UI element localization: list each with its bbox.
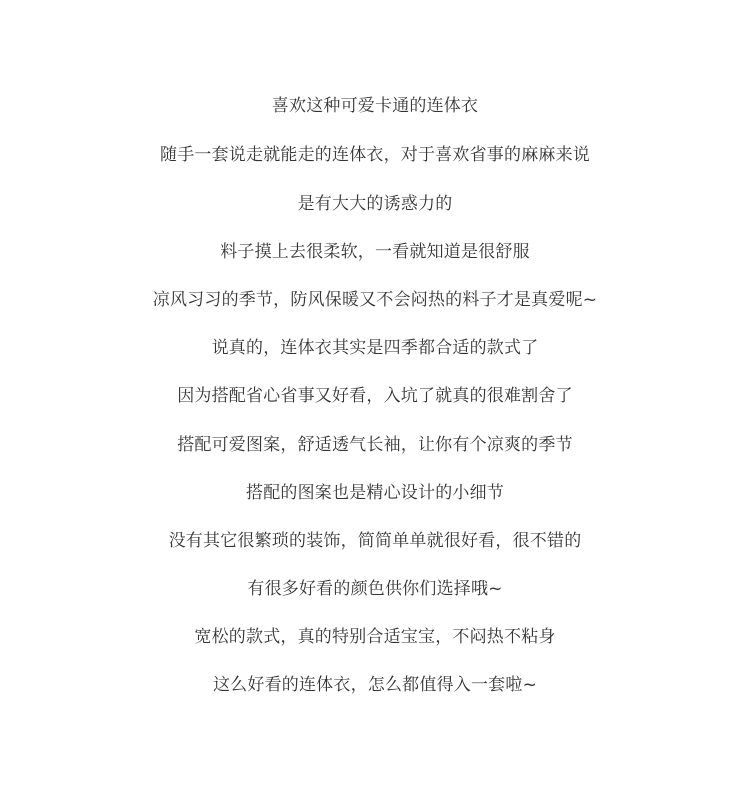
description-line: 料子摸上去很柔软，一看就知道是很舒服	[220, 242, 530, 262]
description-line: 说真的，连体衣其实是四季都合适的款式了	[211, 338, 539, 358]
description-line: 凉风习习的季节，防风保暖又不会闷热的料子才是真爱呢~	[152, 290, 598, 310]
description-line: 宽松的款式，真的特别合适宝宝，不闷热不粘身	[194, 627, 556, 647]
description-line: 搭配的图案也是精心设计的小细节	[246, 483, 504, 503]
description-line: 是有大大的诱惑力的	[297, 194, 453, 214]
description-line: 因为搭配省心省事又好看，入坑了就真的很难割舍了	[177, 386, 573, 406]
description-line: 随手一套说走就能走的连体衣，对于喜欢省事的麻麻来说	[160, 145, 590, 165]
description-line: 喜欢这种可爱卡通的连体衣	[271, 96, 479, 116]
description-line: 这么好看的连体衣，怎么都值得入一套啦~	[212, 675, 538, 695]
description-line: 有很多好看的颜色供你们选择哦~	[247, 579, 503, 599]
description-line: 搭配可爱图案，舒适透气长袖，让你有个凉爽的季节	[177, 435, 573, 455]
description-line: 没有其它很繁琐的装饰，简简单单就很好看，很不错的	[168, 531, 582, 551]
